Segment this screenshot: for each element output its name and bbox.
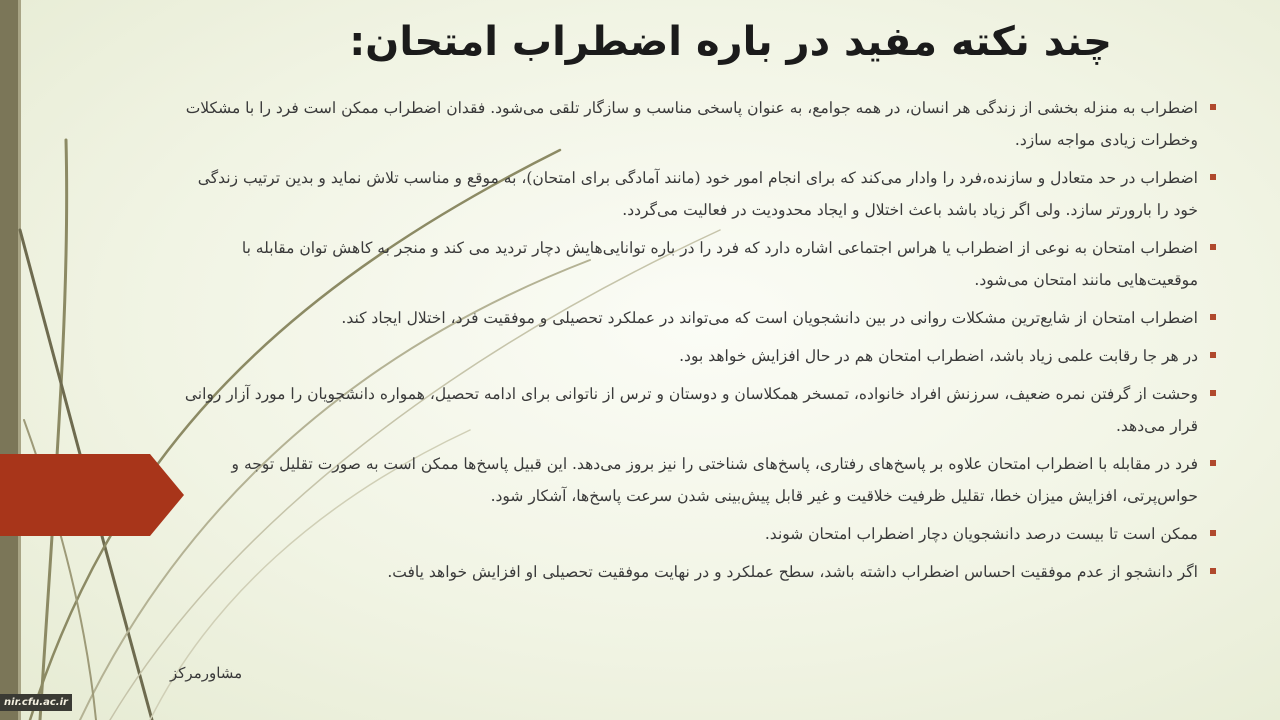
bullet-item — [178, 92, 1218, 156]
bullet-item — [178, 162, 1218, 226]
bullet-text: اگر دانشجو از عدم موفقیت احساس اضطراب داشته باشد، سطح عملکرد و در نهایت موفقیت تحصیلی او افزایش خواهد یافت. — [387, 563, 1198, 581]
square-bullet-icon — [1210, 460, 1216, 466]
accent-arrow-shape — [0, 454, 184, 536]
footer-label: مشاورمرکز — [170, 664, 243, 682]
bullet-list — [178, 92, 1218, 588]
square-bullet-icon — [1210, 568, 1216, 574]
bullet-text: اضطراب امتحان از شایع‌ترین مشکلات روانی در بین دانشجویان است که می‌تواند در عملکرد تحصیلی و موفقیت فرد، اختلال ایجاد کند. — [341, 309, 1198, 327]
left-accent-bar-edge — [18, 0, 21, 720]
site-url-tag[interactable]: nir.cfu.ac.ir — [0, 694, 72, 711]
square-bullet-icon — [1210, 244, 1216, 250]
bullet-text: فرد در مقابله با اضطراب امتحان علاوه بر پاسخ‌های رفتاری، پاسخ‌های شناختی را نیز بروز می‌دهد. این قبیل پاسخ‌ها ممکن است به صورت تقلیل توجه و حواس‌پرتی، افزایش میزان خطا، تقلیل ظرفیت خلاقیت و غیر قابل پیش‌بینی شدن سرعت پاسخ‌ها، آشکار شود. — [231, 455, 1198, 505]
bullet-text: ممکن است تا بیست درصد دانشجویان دچار اضطراب امتحان شوند. — [764, 525, 1198, 543]
bullet-item — [178, 448, 1218, 512]
bullet-item — [178, 340, 1218, 372]
square-bullet-icon — [1210, 174, 1216, 180]
bullet-text: اضطراب در حد متعادل و سازنده،فرد را وادار می‌کند که برای انجام امور خود (مانند آمادگی برای امتحان)، به موقع و مناسب تلاش نماید و بدین ترتیب زندگی خود را بارورتر سازد. ولی اگر زیاد باشد باعث اختلال و ایجاد محدودیت در فعالیت می‌گردد. — [197, 169, 1198, 219]
square-bullet-icon — [1210, 390, 1216, 396]
bullet-item — [178, 556, 1218, 588]
slide-title: چند نکته مفید در باره اضطراب امتحان: — [349, 19, 1112, 65]
bullet-text: اضطراب به منزله بخشی از زندگی هر انسان، در همه جوامع، به عنوان پاسخی مناسب و سازگار تلقی می‌شود. فقدان اضطراب ممکن است فرد را با مشکلات وخطرات زیادی مواجه سازد. — [185, 99, 1198, 149]
bullet-text: اضطراب امتحان به نوعی از اضطراب یا هراس اجتماعی اشاره دارد که فرد را در باره توانایی‌هایش دچار تردید می کند و منجر به کاهش توان مقابله با موقعیت‌هایی مانند امتحان می‌شود. — [241, 239, 1198, 289]
bullet-item — [178, 232, 1218, 296]
square-bullet-icon — [1210, 314, 1216, 320]
bullet-item — [178, 518, 1218, 550]
square-bullet-icon — [1210, 352, 1216, 358]
bullet-item — [178, 378, 1218, 442]
bullet-text: وحشت از گرفتن نمره ضعیف، سرزنش افراد خانواده، تمسخر همکلاسان و دوستان و ترس از ناتوانی برای ادامه تحصیل، همواره دانشجویان را مورد آزار روانی قرار می‌دهد. — [184, 385, 1198, 435]
bullet-item — [178, 302, 1218, 334]
square-bullet-icon — [1210, 530, 1216, 536]
bullet-text: در هر جا رقابت علمی زیاد باشد، اضطراب امتحان هم در حال افزایش خواهد بود. — [679, 347, 1198, 365]
left-accent-bar — [0, 0, 18, 720]
square-bullet-icon — [1210, 104, 1216, 110]
